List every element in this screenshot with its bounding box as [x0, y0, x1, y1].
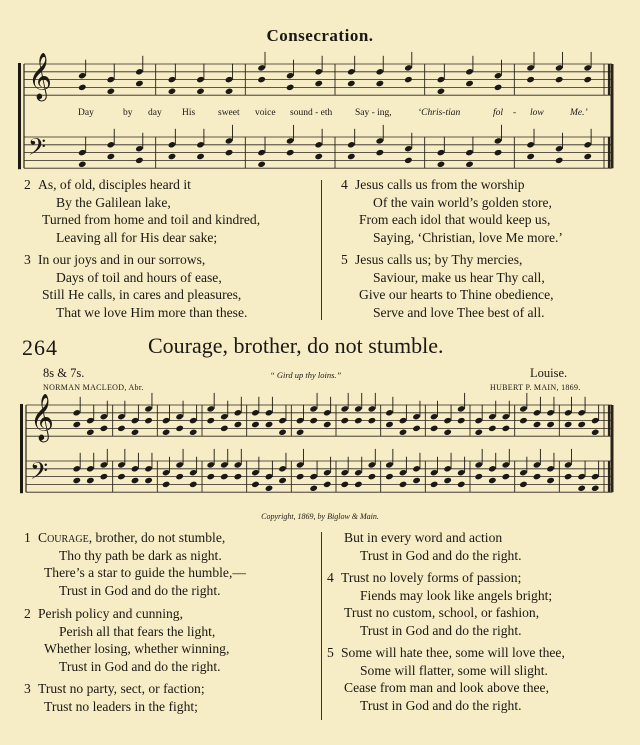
column-divider — [321, 532, 322, 720]
note-head — [457, 417, 466, 424]
note-head — [309, 417, 318, 424]
lyric-syllable: - — [513, 108, 517, 118]
lyric-syllable: sweet — [218, 108, 240, 118]
treble-clef-icon: 𝄞 — [28, 51, 52, 100]
verse-number: 5 — [341, 252, 348, 267]
verse-line: Fiends may look like angels bright; — [360, 587, 553, 603]
verse-line: Of the vain world’s golden store, — [373, 194, 552, 210]
verse-line: But in every word and action — [344, 530, 503, 545]
note-head — [412, 477, 421, 484]
verse-line: Trust no party, sect, or faction; — [38, 681, 205, 696]
note-head — [144, 417, 153, 424]
system-brace — [20, 404, 23, 493]
verse-line: Trust no lovely forms of passion; — [341, 570, 522, 585]
note-head — [175, 425, 184, 432]
note-head — [131, 477, 140, 484]
verse-line: That we love Him more than these. — [56, 304, 248, 320]
note-head — [234, 473, 243, 480]
note-head — [519, 481, 528, 488]
lyric-syllable: sound - eth — [290, 108, 333, 118]
note-head — [100, 425, 109, 432]
verse-first-word: Courage, — [38, 530, 93, 545]
note-head — [189, 481, 198, 488]
hymn2-verse-3 — [24, 680, 205, 715]
verse-line: Days of toil and hours of ease, — [56, 269, 222, 285]
lyric-syllable: by — [123, 108, 133, 118]
note-head — [309, 485, 318, 492]
lyric-syllable: Day — [78, 108, 94, 118]
hymn-composer: HUBERT P. MAIN, 1869. — [490, 383, 581, 392]
note-head — [368, 473, 377, 480]
verse-line: Trust in God and do the right. — [360, 697, 522, 713]
note-head — [162, 429, 171, 436]
note-head — [591, 429, 600, 436]
hymn2-verse-2 — [24, 605, 229, 675]
verse-line: Turned from home and toil and kindred, — [42, 212, 261, 228]
lyric-syllable: day — [148, 108, 162, 118]
lyric-syllable: low — [530, 108, 544, 118]
note-head — [117, 425, 126, 432]
verse-line: There’s a star to guide the humble,— — [44, 565, 246, 581]
note-head — [368, 417, 377, 424]
note-head — [385, 421, 394, 428]
note-head — [296, 473, 305, 480]
note-head — [577, 485, 586, 492]
note-head — [443, 477, 452, 484]
treble-clef-icon: 𝄞 — [30, 392, 54, 441]
hymn-author: NORMAN MACLEOD, Abr. — [43, 383, 144, 392]
note-head — [430, 481, 439, 488]
verse-line: Tho thy path be dark as night. — [59, 547, 222, 563]
verse-line: Trust in God and do the right. — [360, 547, 522, 563]
hymn-number: 264 — [22, 335, 58, 360]
note-head — [207, 473, 216, 480]
note-head — [73, 477, 82, 484]
verse-line: brother, do not stumble, — [92, 530, 226, 545]
note-head — [117, 473, 126, 480]
note-head — [430, 425, 439, 432]
lyric-syllable: Say - ing, — [355, 108, 392, 118]
verse-line: Leaving all for His dear sake; — [56, 229, 218, 245]
note-head — [546, 477, 555, 484]
note-head — [457, 481, 466, 488]
verse-number: 4 — [327, 570, 334, 585]
verse-line: Trust no custom, school, or fashion, — [344, 605, 540, 621]
verse-line: Trust in God and do the right. — [360, 622, 522, 638]
note-head — [502, 425, 511, 432]
note-head — [341, 417, 350, 424]
verse-line: Some will flatter, some will slight. — [360, 662, 548, 678]
verse-line: Serve and love Thee best of all. — [373, 304, 545, 320]
lyric-syllable: Me.’ — [570, 108, 588, 118]
verse-line: Whether losing, whether winning, — [44, 641, 230, 657]
note-head — [323, 421, 332, 428]
verse-line: Give our hearts to Thine obedience, — [359, 287, 554, 303]
verse-line: From each idol that would keep us, — [359, 212, 551, 228]
note-head — [519, 417, 528, 424]
note-head — [323, 481, 332, 488]
note-head — [144, 477, 153, 484]
verse-line: Perish all that fears the light, — [59, 623, 216, 639]
note-head — [175, 473, 184, 480]
verse-number: 1 — [24, 530, 31, 545]
copyright-notice: Copyright, 1869, by Biglow & Main. — [261, 512, 379, 521]
hymn-title: Courage, brother, do not stumble. — [148, 333, 444, 358]
note-head — [488, 477, 497, 484]
verse-number: 2 — [24, 606, 31, 621]
note-head — [533, 473, 542, 480]
note-head — [533, 421, 542, 428]
note-head — [399, 481, 408, 488]
note-head — [73, 421, 82, 428]
verse-number: 3 — [24, 681, 31, 696]
note-head — [100, 473, 109, 480]
note-head — [251, 481, 260, 488]
hymn2-verse-5 — [327, 644, 565, 714]
note-head — [86, 477, 95, 484]
note-head — [354, 481, 363, 488]
hymn2-verse-4 — [327, 569, 552, 639]
note-head — [296, 429, 305, 436]
note-head — [475, 473, 484, 480]
note-head — [385, 473, 394, 480]
verse-line: Jesus calls us from the worship — [355, 177, 525, 192]
verse-line: Cease from man and look above thee, — [344, 680, 549, 696]
note-head — [488, 425, 497, 432]
note-head — [234, 421, 243, 428]
verse-line: Still He calls, in cares and pleasures, — [42, 287, 242, 303]
verse-number: 2 — [24, 177, 31, 192]
note-head — [278, 429, 287, 436]
note-head — [207, 417, 216, 424]
note-head — [564, 473, 573, 480]
verse-line: Jesus calls us; by Thy mercies, — [355, 252, 523, 267]
verse-line: As, of old, disciples heard it — [38, 177, 191, 192]
tune-name: Louise. — [530, 366, 568, 380]
bass-clef-icon: 𝄢 — [30, 456, 49, 490]
verse-line: Saviour, make us hear Thy call, — [373, 269, 545, 285]
note-head — [546, 421, 555, 428]
note-head — [591, 485, 600, 492]
lyric-syllable: His — [182, 108, 196, 118]
verse-line: Some will hate thee, some will love thee, — [341, 645, 565, 660]
note-head — [220, 473, 229, 480]
verse-number: 5 — [327, 645, 334, 660]
note-head — [265, 485, 274, 492]
hymn-meter: 8s & 7s. — [43, 366, 85, 380]
note-head — [131, 429, 140, 436]
lyric-syllable: ‘Chris-tian — [418, 108, 461, 118]
note-head — [189, 429, 198, 436]
bass-clef-icon: 𝄢 — [28, 132, 47, 166]
note-head — [341, 481, 350, 488]
note-head — [475, 429, 484, 436]
note-head — [399, 429, 408, 436]
note-head — [443, 429, 452, 436]
verse-line: Trust in God and do the right. — [59, 582, 221, 598]
note-head — [354, 417, 363, 424]
verse-line: Saying, ‘Christian, love Me more.’ — [373, 229, 563, 245]
hymn-epigraph: “ Gird up thy loins.” — [270, 370, 342, 380]
note-head — [86, 429, 95, 436]
verse-number: 3 — [24, 252, 31, 267]
note-head — [162, 481, 171, 488]
note-head — [251, 421, 260, 428]
note-head — [412, 425, 421, 432]
note-head — [564, 421, 573, 428]
verse-line: Perish policy and cunning, — [38, 606, 183, 621]
note-head — [577, 421, 586, 428]
note-head — [265, 421, 274, 428]
note-head — [278, 477, 287, 484]
verse-line: In our joys and in our sorrows, — [38, 252, 206, 267]
verse-number: 4 — [341, 177, 348, 192]
lyric-syllable: voice — [255, 108, 276, 118]
hymn2-verse-1 — [24, 529, 246, 599]
section-title: Consecration. — [266, 26, 374, 45]
note-head — [220, 425, 229, 432]
verse-line: Trust no leaders in the fight; — [44, 698, 198, 714]
hymn2-verse-3-continued — [327, 529, 522, 564]
verse-line: By the Galilean lake, — [56, 194, 171, 210]
note-head — [502, 473, 511, 480]
verse-line: Trust in God and do the right. — [59, 658, 221, 674]
lyric-syllable: fol — [493, 108, 504, 118]
